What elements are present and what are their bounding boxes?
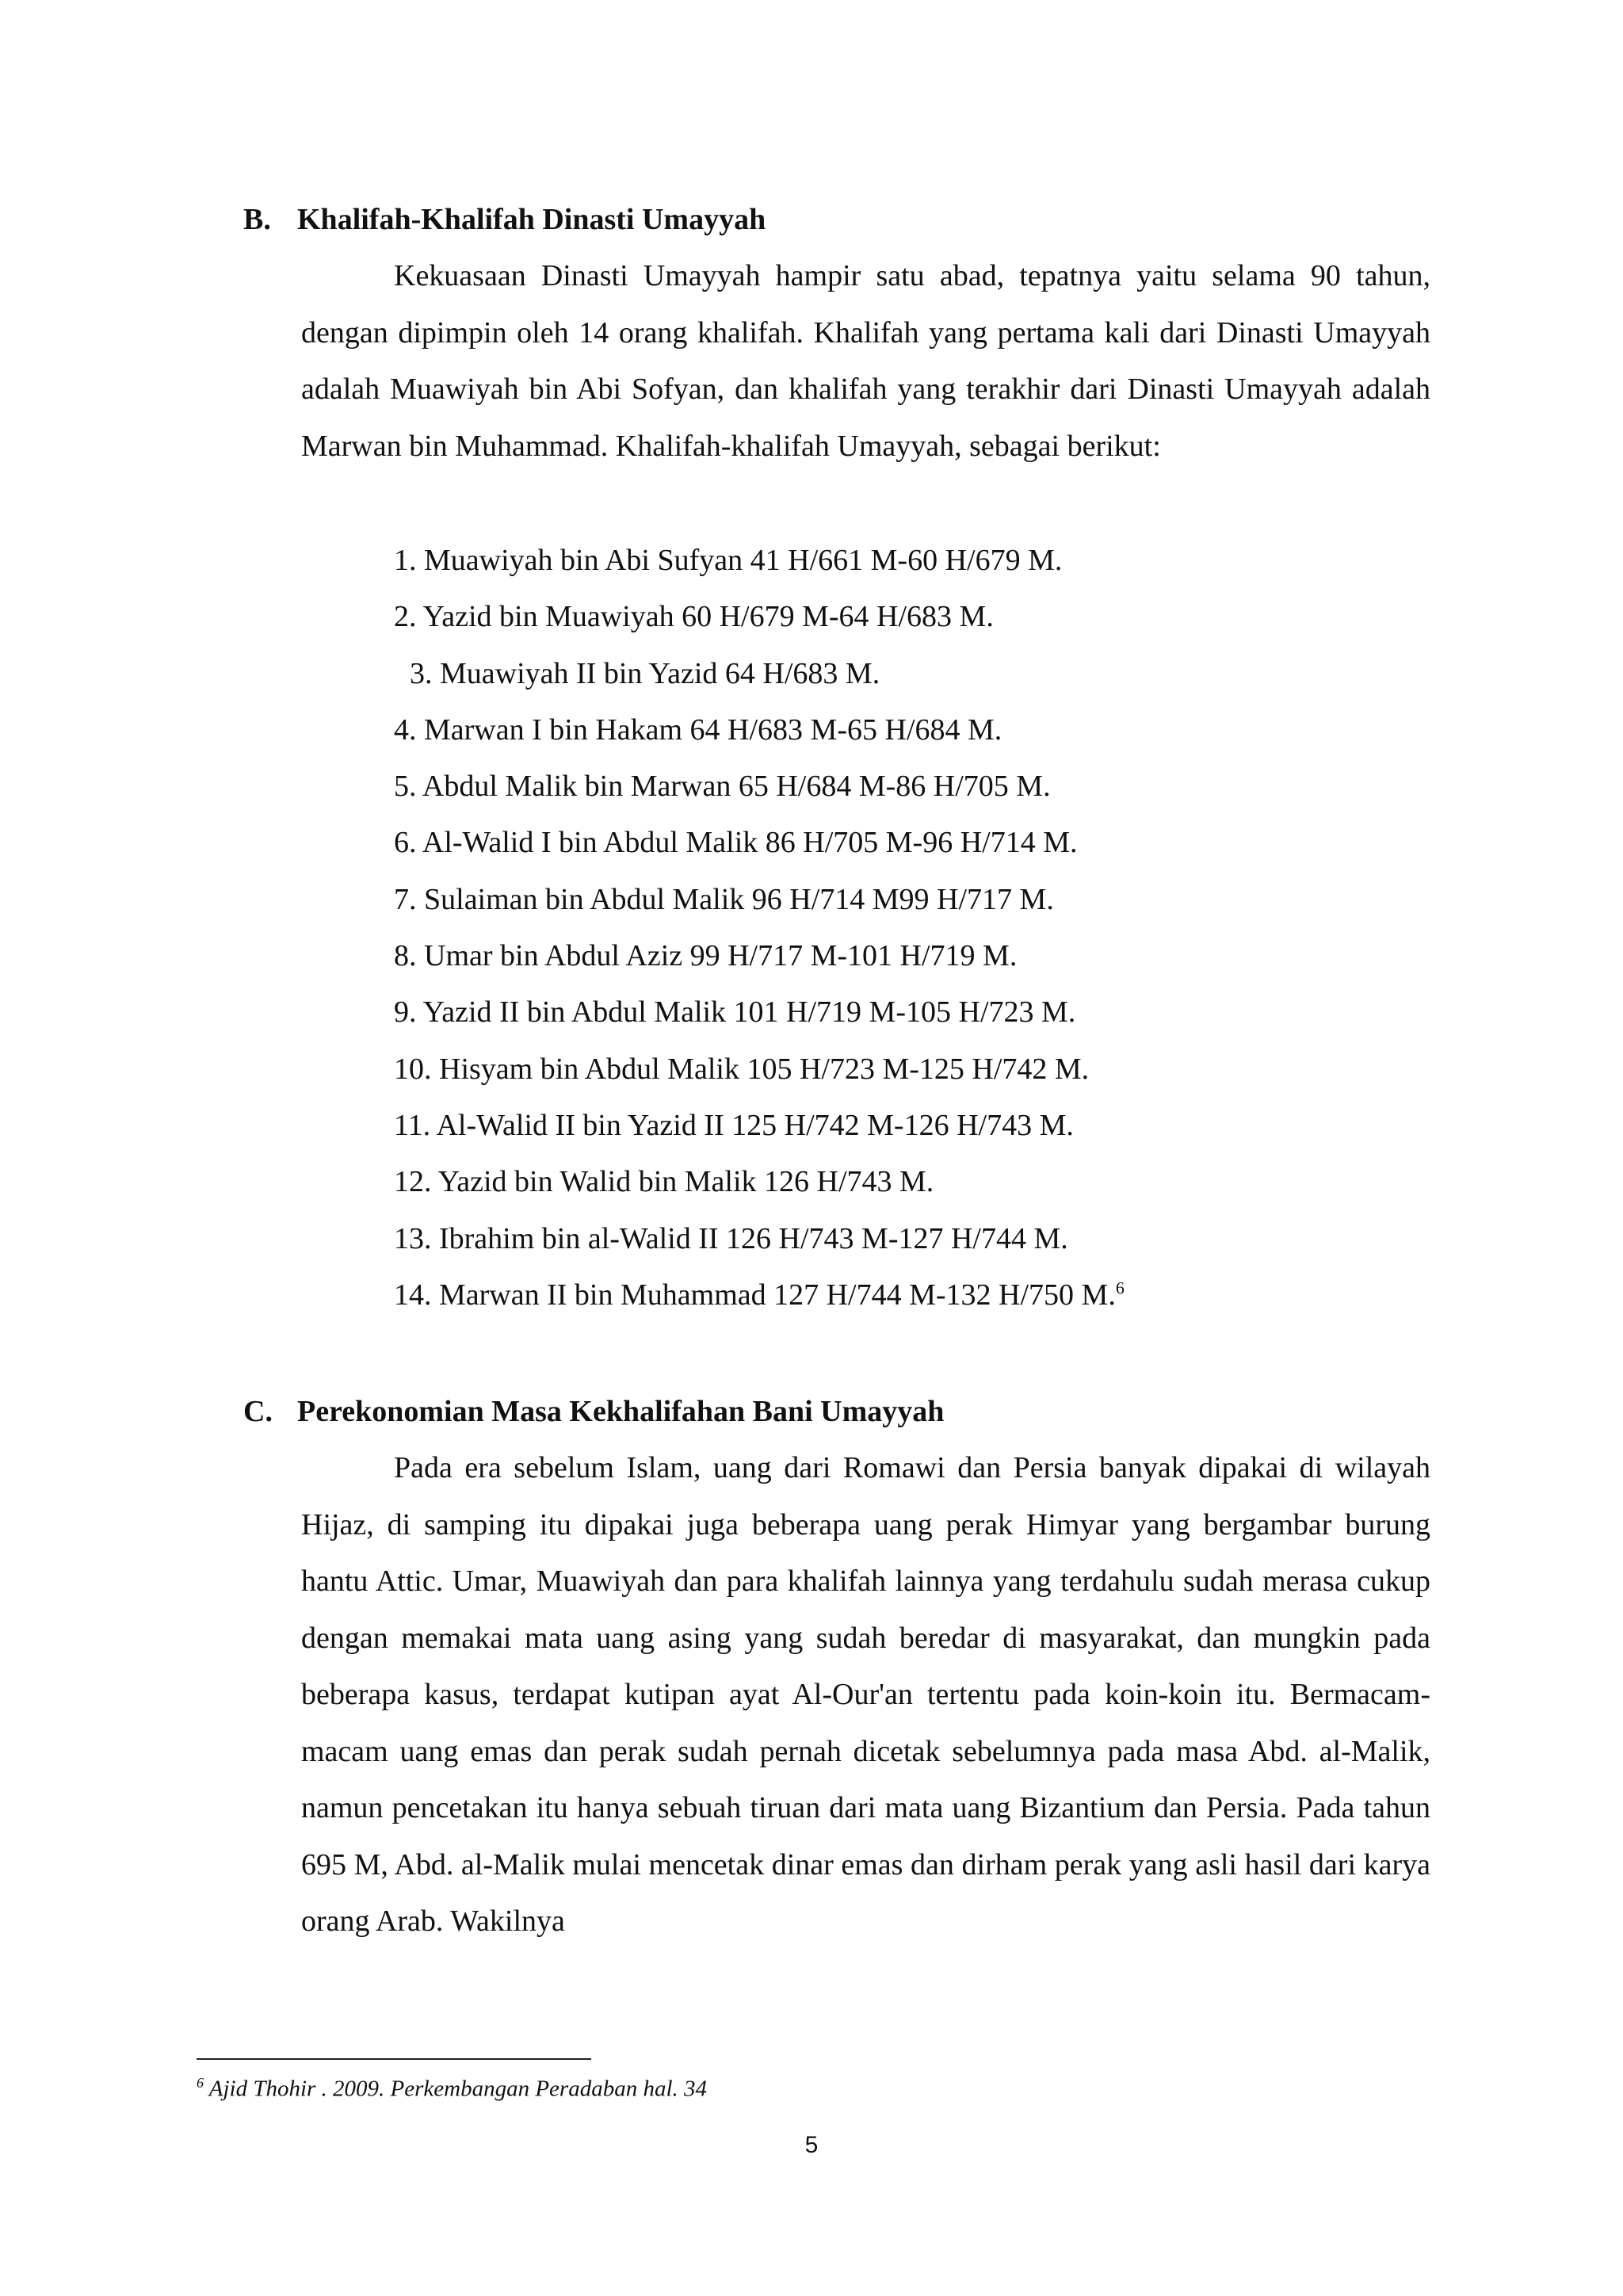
list-item: 6. Al-Walid I bin Abdul Malik 86 H/705 M-96 H/714 M. — [394, 826, 1078, 860]
footnote-separator — [197, 2058, 591, 2060]
section-c-paragraph — [301, 1440, 1430, 1950]
list-item: 7. Sulaiman bin Abdul Malik 96 H/714 M99 H/717 M. — [394, 882, 1054, 916]
khalifah-list — [394, 533, 1125, 1324]
footnote-number: 6 — [197, 2075, 204, 2091]
list-item: 3. Muawiyah II bin Yazid 64 H/683 M. — [410, 656, 880, 690]
section-c-heading — [243, 1392, 1432, 1431]
list-item: 9. Yazid II bin Abdul Malik 101 H/719 M-105 H/723 M. — [394, 995, 1076, 1030]
list-item: 1. Muawiyah bin Abi Sufyan 41 H/661 M-60 H/679 M. — [394, 544, 1063, 577]
section-c-title: Perekonomian Masa Kekhalifahan Bani Umayyah — [297, 1395, 945, 1428]
page-number: 5 — [804, 2132, 819, 2158]
section-c-letter: C. — [243, 1395, 273, 1428]
list-item: 5. Abdul Malik bin Marwan 65 H/684 M-86 H/705 M. — [394, 770, 1051, 804]
list-item: 11. Al-Walid II bin Yazid II 125 H/742 M-126 H/743 M. — [394, 1108, 1074, 1142]
list-item: 13. Ibrahim bin al-Walid II 126 H/743 M-127 H/744 M. — [394, 1221, 1068, 1255]
section-c-paragraph-text: Pada era sebelum Islam, uang dari Romawi dan Persia banyak dipakai di wilayah Hijaz, di samping itu dipakai juga beberapa uang perak Himyar yang bergambar burung hantu Attic. Umar, Muawiyah dan para khalifah lainnya yang terdahulu sudah merasa cukup dengan memakai mata uang asing yang sudah beredar di masyarakat, dan mungkin pada beberapa kasus, terdapat kutipan ayat Al-Our'an tertentu pada koin-koin itu. Bermacam-macam uang emas dan perak sudah pernah dicetak sebelumnya pada masa Abd. al-Malik, namun pencetakan itu hanya sebuah tiruan dari mata uang Bizantium dan Persia. Pada tahun 695 M, Abd. al-Malik mulai mencetak dinar emas dan dirham perak yang asli hasil dari karya orang Arab. Wakilnya — [301, 1451, 1430, 1938]
section-b-letter: B. — [243, 203, 271, 236]
list-item — [394, 1267, 1125, 1324]
footnote — [197, 2075, 707, 2103]
section-b-paragraph-text: Kekuasaan Dinasti Umayyah hampir satu abad, tepatnya yaitu selama 90 tahun, dengan dipimpin oleh 14 orang khalifah. Khalifah yang pertama kali dari Dinasti Umayyah adalah Muawiyah bin Abi Sofyan, dan khalifah yang terakhir dari Dinasti Umayyah adalah Marwan bin Muhammad. Khalifah-khalifah Umayyah, sebagai berikut: — [301, 259, 1430, 463]
footnote-text: Ajid Thohir . 2009. Perkembangan Peradaban hal. 34 — [208, 2076, 708, 2102]
list-item: 8. Umar bin Abdul Aziz 99 H/717 M-101 H/719 M. — [394, 939, 1018, 973]
section-b-title: Khalifah-Khalifah Dinasti Umayyah — [297, 203, 766, 236]
list-item-text: 14. Marwan II bin Muhammad 127 H/744 M-132 H/750 M. — [394, 1278, 1116, 1312]
list-item: 10. Hisyam bin Abdul Malik 105 H/723 M-125 H/742 M. — [394, 1052, 1090, 1086]
footnote-reference[interactable]: 6 — [1115, 1278, 1125, 1298]
section-b-heading — [243, 201, 1432, 239]
list-item: 2. Yazid bin Muawiyah 60 H/679 M-64 H/683 M. — [394, 600, 994, 634]
list-item: 4. Marwan I bin Hakam 64 H/683 M-65 H/684 M. — [394, 712, 1002, 747]
section-b-paragraph — [301, 248, 1430, 475]
list-item: 12. Yazid bin Walid bin Malik 126 H/743 M. — [394, 1165, 934, 1199]
